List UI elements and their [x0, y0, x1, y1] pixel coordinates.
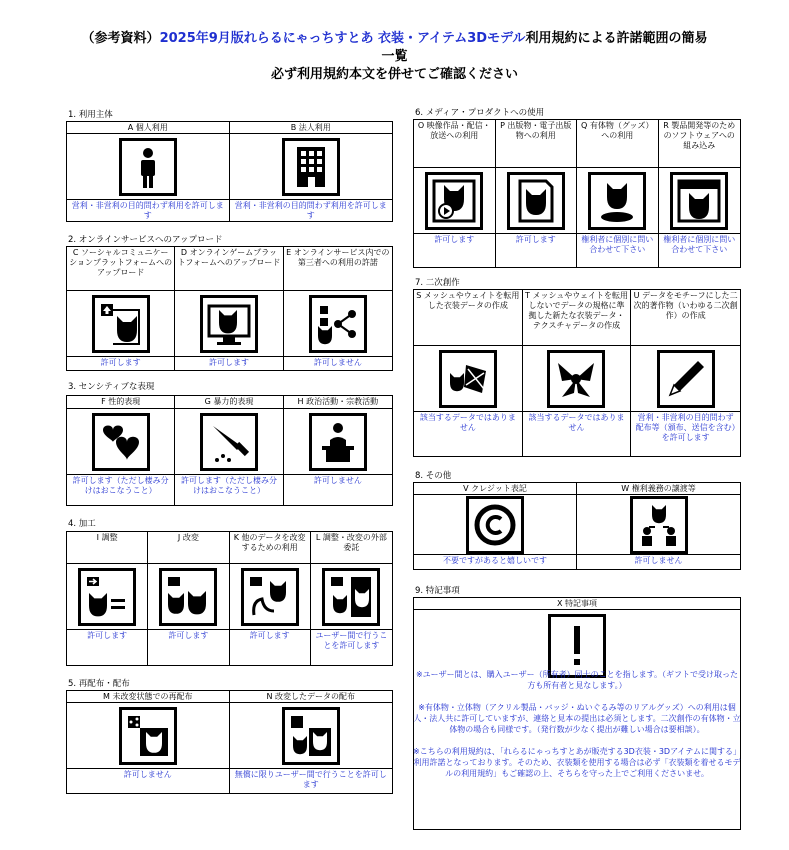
- section-title: 8. その他: [415, 471, 452, 481]
- permission-cell: [577, 120, 659, 267]
- permission-cell: [175, 247, 283, 370]
- permission-heading: R 製品開発等のためのソフトウェアへの組み込み: [659, 120, 741, 168]
- permission-status: 権利者に個別に問い合わせて下さい: [663, 235, 736, 254]
- permission-heading: E オンラインサービス内での第三者への利用の許諾: [284, 247, 392, 291]
- permission-status: ユーザー間で行うことを許可します: [315, 631, 388, 650]
- building-icon: [282, 138, 340, 196]
- document-header: [0, 30, 789, 84]
- adjust-icon: [78, 568, 136, 626]
- permission-heading: C ソーシャルコミュニケーションプラットフォームへのアップロード: [67, 247, 174, 291]
- permission-heading: G 暴力的表現: [175, 396, 282, 409]
- header-subtitle: 必ず利用規約本文を併せてご確認ください: [270, 67, 518, 82]
- permission-status: 許可します（ただし棲み分けはおこなうこと）: [180, 476, 277, 495]
- permission-cell: [631, 290, 740, 456]
- outsource-icon: [322, 568, 380, 626]
- header-line-2: 一覧: [381, 49, 408, 64]
- header-prefix: （参考資料）: [81, 31, 160, 46]
- permission-cell: [67, 691, 230, 793]
- permission-status: 許可しません: [313, 476, 362, 485]
- permission-heading: N 改変したデータの配布: [230, 691, 393, 703]
- permission-status: 許可しません: [313, 358, 362, 367]
- permission-status: 無償に限りユーザー間で行うことを許可します: [234, 770, 387, 789]
- permission-table: [66, 395, 393, 506]
- ribbon-icon: [547, 350, 605, 408]
- permission-heading: M 未改変状態での再配布: [67, 691, 229, 703]
- permission-cell: [414, 290, 523, 456]
- permission-heading: B 法人利用: [230, 122, 393, 134]
- note-3: ※こちらの利用規約は、「れらるにゃっちすとあが販売する3D衣装・3Dアイテムに関する」利用許諾となっております。そのため、衣装類を使用する場合は必ず「衣装類を着せるモデルの利用規約」もご確認の上、そちらを守った上でご利用くださいませ。: [413, 747, 741, 778]
- hearts-icon: [92, 413, 150, 471]
- permission-cell: [311, 532, 392, 665]
- section-title: 3. センシティブな表現: [68, 382, 155, 392]
- special-notes: [413, 669, 741, 790]
- permission-cell: [230, 122, 393, 221]
- copyright-icon: [466, 496, 524, 554]
- header-title-suffix: 利用規約による許諾範囲の簡易: [525, 31, 708, 46]
- permission-status: 該当するデータではありません: [419, 413, 516, 432]
- video-icon: [425, 172, 483, 230]
- permission-status: 営利・非営利の目的問わず利用を許可します: [71, 201, 224, 220]
- section-title: 1. 利用主体: [68, 110, 113, 120]
- person-icon: [119, 138, 177, 196]
- permission-cell: [230, 532, 311, 665]
- permission-cell: [175, 396, 283, 505]
- permission-status: 不要ですがあると嬉しいです: [443, 556, 547, 565]
- permission-status: 営利・非営利の目的問わず配布等（頒布、送信を含む）を許可します: [635, 413, 736, 442]
- permission-cell: [67, 122, 230, 221]
- permission-heading: L 調整・改変の外部委託: [311, 532, 392, 564]
- permission-heading: J 改変: [148, 532, 228, 564]
- redistribute-icon: [119, 707, 177, 765]
- permission-cell: [523, 290, 632, 456]
- permission-status: 許可します: [168, 631, 209, 640]
- permission-heading: X 特記事項: [414, 598, 740, 610]
- other-data-icon: [241, 568, 299, 626]
- permission-table: [66, 121, 393, 222]
- section-title: 2. オンラインサービスへのアップロード: [68, 235, 223, 245]
- permission-table: [66, 690, 393, 794]
- permission-status: 許可します: [87, 631, 128, 640]
- permission-status: 許可しません: [634, 556, 683, 565]
- permission-status: 許可します: [100, 358, 141, 367]
- permission-cell: [414, 120, 496, 267]
- book-icon: [507, 172, 565, 230]
- section-title: 7. 二次創作: [415, 278, 460, 288]
- section-title: 5. 再配布・配布: [68, 679, 130, 689]
- permission-cell: [67, 396, 175, 505]
- mesh-icon: [439, 350, 497, 408]
- permission-heading: S メッシュやウェイトを転用した衣装データの作成: [414, 290, 522, 346]
- share-people-icon: [309, 295, 367, 353]
- modify-icon: [159, 568, 217, 626]
- permission-table: [66, 246, 393, 371]
- software-icon: [670, 172, 728, 230]
- permission-heading: U データをモチーフにした二次的著作物（いわゆる二次創作）の作成: [631, 290, 740, 346]
- permission-status: 権利者に個別に問い合わせて下さい: [581, 235, 654, 254]
- permission-heading: O 映像作品・配信・放送への利用: [414, 120, 495, 168]
- permission-heading: T メッシュやウェイトを転用しないでデータの規格に準拠した新たな衣装データ・テクスチャデータの作成: [523, 290, 631, 346]
- monitor-cat-icon: [200, 295, 258, 353]
- permission-status: 許可しません: [123, 770, 172, 779]
- permission-cell: [148, 532, 229, 665]
- permission-heading: W 権利義務の譲渡等: [577, 483, 740, 495]
- permission-cell: [659, 120, 741, 267]
- permission-cell: [67, 247, 175, 370]
- pen-icon: [657, 350, 715, 408]
- permission-table: [413, 119, 741, 268]
- permission-cell: [496, 120, 578, 267]
- permission-table: [413, 289, 741, 457]
- permission-status: 許可します（ただし棲み分けはおこなうこと）: [72, 476, 169, 495]
- distribute-modified-icon: [282, 707, 340, 765]
- permission-cell: [67, 532, 148, 665]
- figure-icon: [588, 172, 646, 230]
- permission-table: [413, 482, 741, 570]
- permission-status: 許可します: [208, 358, 249, 367]
- podium-icon: [309, 413, 367, 471]
- permission-heading: F 性的表現: [67, 396, 174, 409]
- permission-status: 該当するデータではありません: [528, 413, 625, 432]
- permission-heading: D オンラインゲームプラットフォームへのアップロード: [175, 247, 282, 291]
- permission-cell: [577, 483, 740, 569]
- permission-status: 許可します: [434, 235, 475, 244]
- permission-heading: Q 有体物（グッズ）への利用: [577, 120, 658, 168]
- permission-status: 営利・非営利の目的問わず利用を許可します: [234, 201, 387, 220]
- permission-heading: H 政治活動・宗教活動: [284, 396, 392, 409]
- transfer-icon: [630, 496, 688, 554]
- note-1: ※ユーザー間とは、購入ユーザー（所有者）同士のことを指します。（ギフトで受け取った方も所有者と見なします。）: [415, 670, 739, 690]
- knife-icon: [200, 413, 258, 471]
- section-title: 6. メディア・プロダクトへの使用: [415, 108, 545, 118]
- section-title: 4. 加工: [68, 519, 96, 529]
- permission-cell: [284, 396, 392, 505]
- permission-cell: [230, 691, 393, 793]
- permission-heading: V クレジット表記: [414, 483, 576, 495]
- permission-heading: A 個人利用: [67, 122, 229, 134]
- permission-table: [66, 531, 393, 666]
- permission-heading: I 調整: [67, 532, 147, 564]
- permission-cell: [414, 483, 577, 569]
- section-title: 9. 特記事項: [415, 586, 460, 596]
- permission-heading: P 出版物・電子出版物への利用: [496, 120, 577, 168]
- header-line-1: [0, 30, 789, 48]
- permission-heading: K 他のデータを改変するための利用: [230, 532, 310, 564]
- header-title-blue: 2025年9月版れらるにゃっちすとあ 衣装・アイテム3Dモデル: [159, 31, 526, 46]
- permission-status: 許可します: [515, 235, 556, 244]
- permission-cell: [284, 247, 392, 370]
- note-2: ※有体物・立体物（アクリル製品・バッジ・ぬいぐるみ等のリアルグッズ）への利用は個人・法人共に許可していますが、連絡と見本の提出は必須とします。二次創作の有体物・立体物の場合も同様です。（発行数が少なく提出が難しい場合は要相談）。: [413, 703, 741, 734]
- permission-status: 許可します: [249, 631, 290, 640]
- upload-cat-icon: [92, 295, 150, 353]
